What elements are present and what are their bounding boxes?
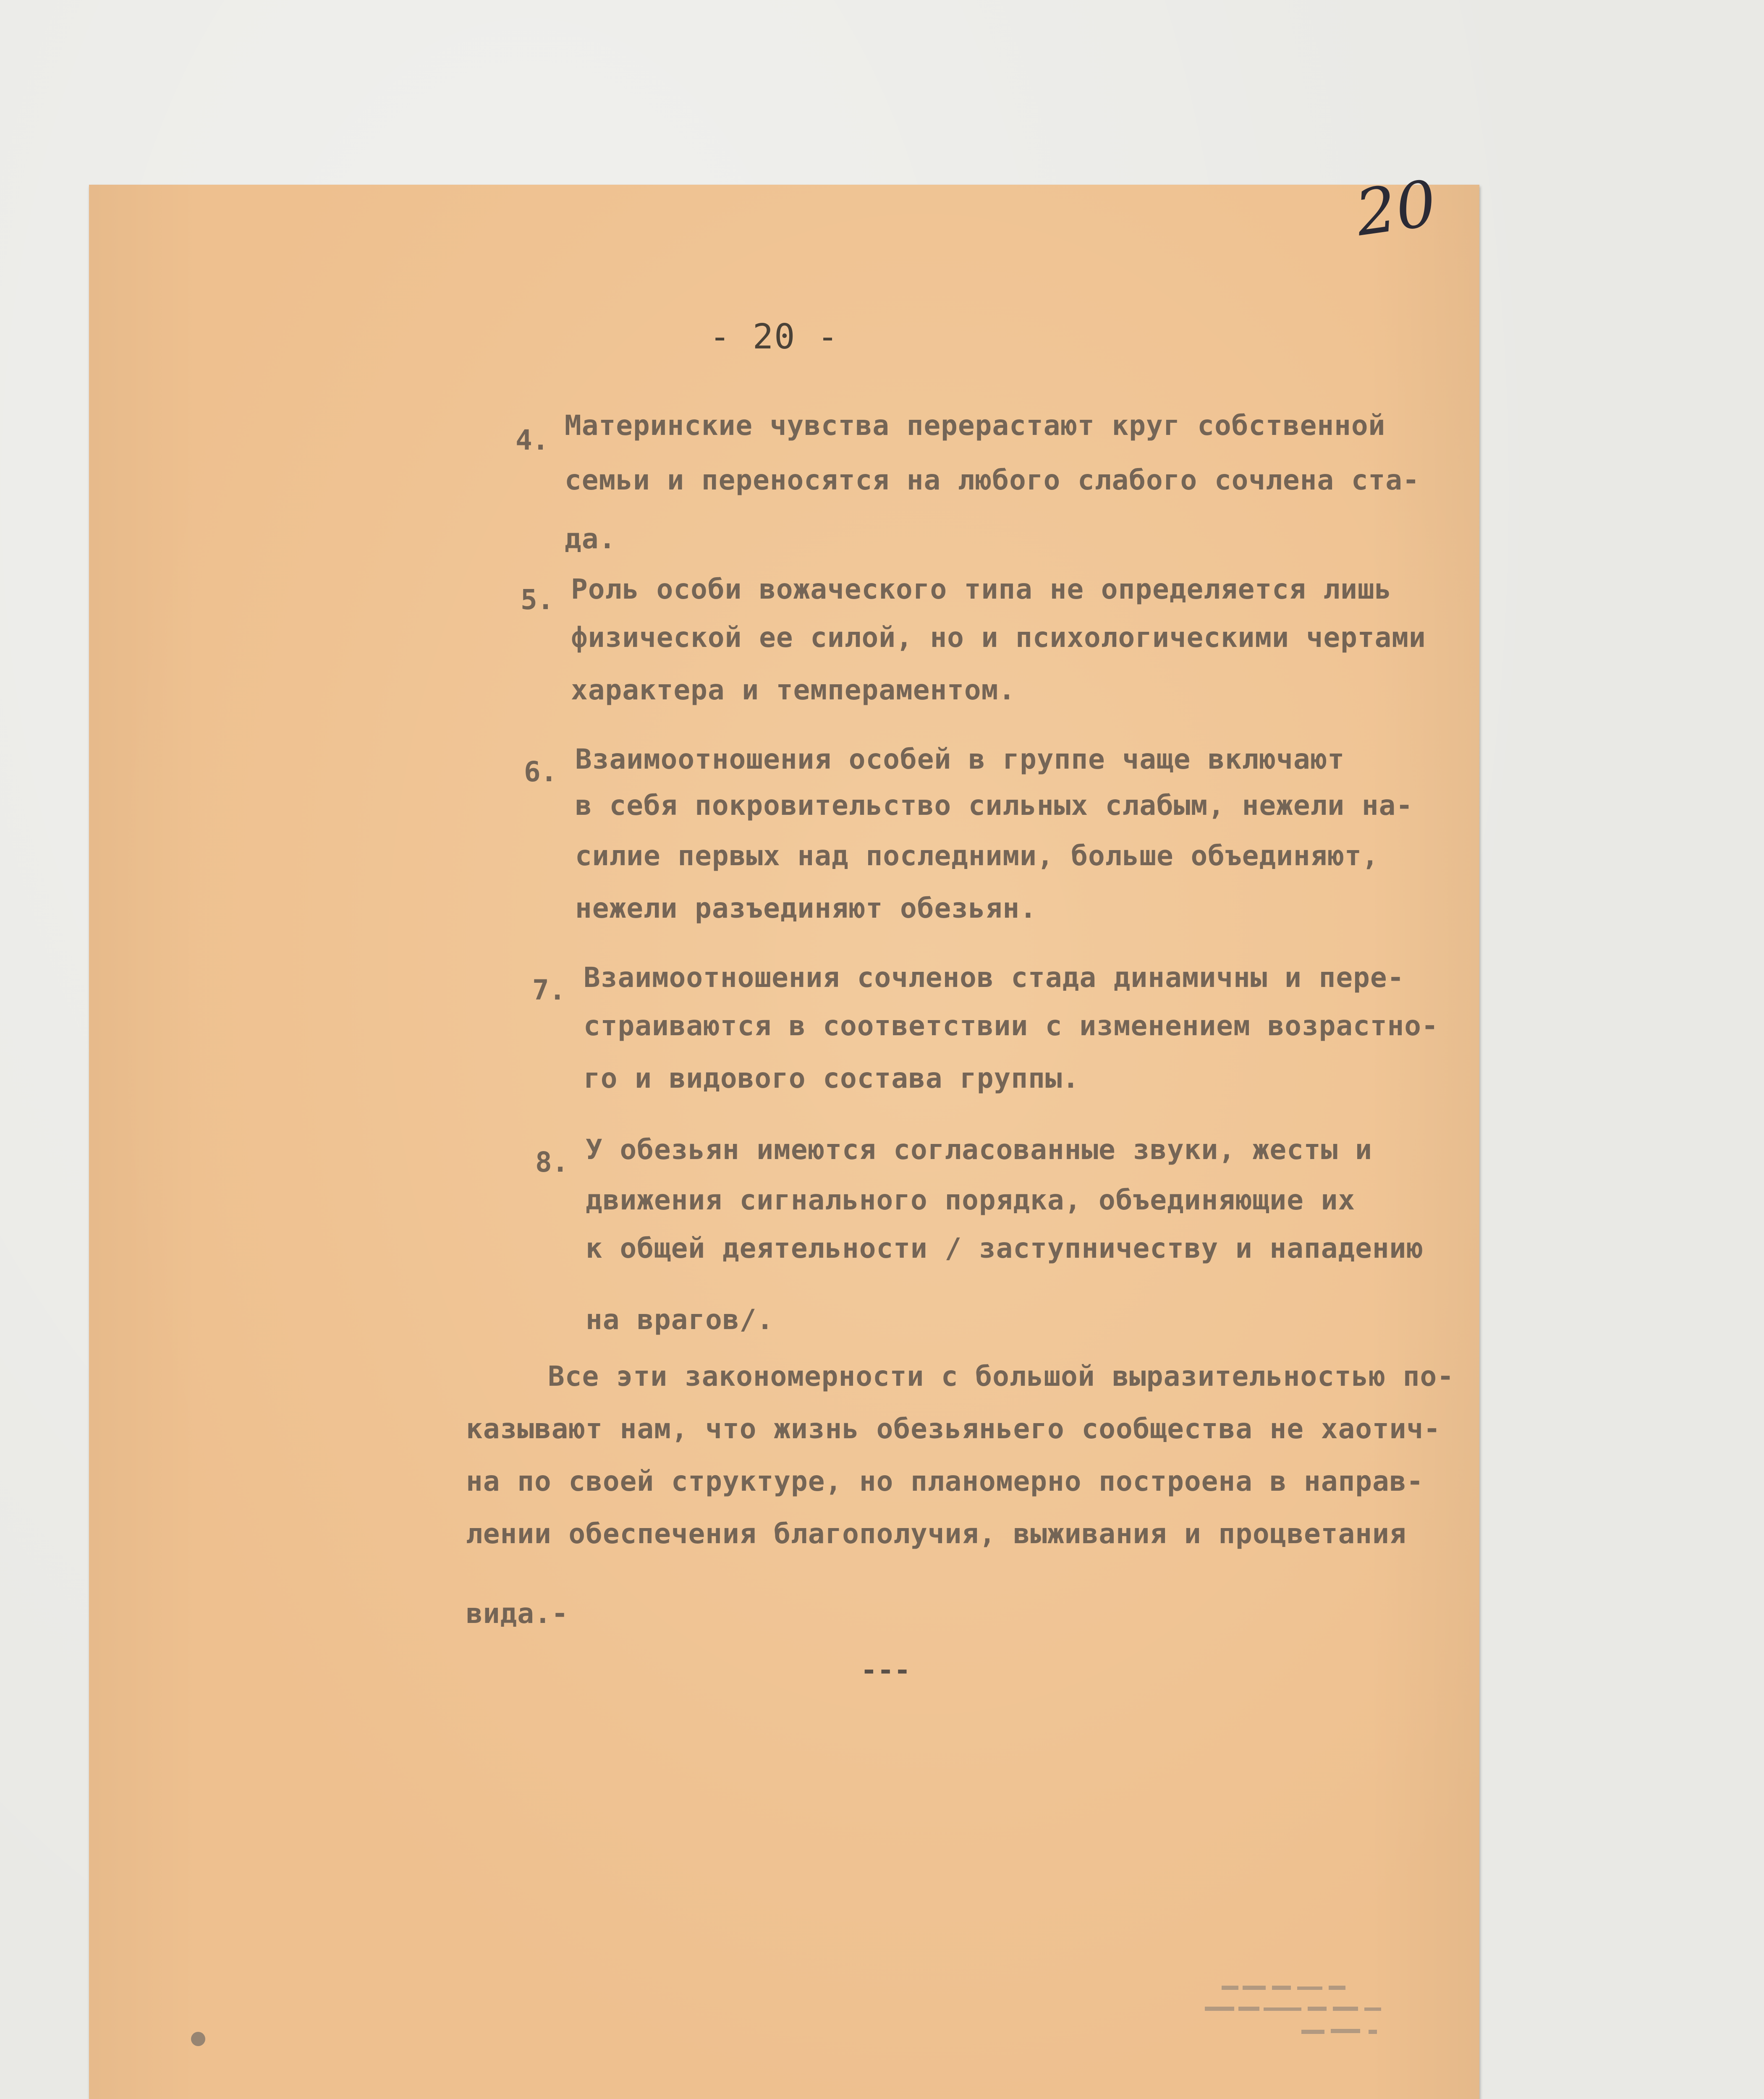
archive-stamp xyxy=(1196,1973,1432,2057)
item-5-line-2: физической ее силой, но и психологическими чертами xyxy=(571,621,1426,654)
punch-hole xyxy=(191,2032,205,2046)
item-number-6: 6. xyxy=(524,756,557,788)
item-8-line-3: к общей деятельности / заступничеству и нападению xyxy=(586,1232,1424,1264)
item-number-8: 8. xyxy=(535,1146,569,1178)
item-number-7: 7. xyxy=(532,974,566,1006)
item-6-line-3: силие первых над последними, больше объединяют, xyxy=(575,840,1379,872)
item-7-line-3: го и видового состава группы. xyxy=(584,1062,1080,1094)
item-8-line-2: движения сигнального порядка, объединяющие их xyxy=(586,1184,1356,1216)
item-8-line-4: на врагов/. xyxy=(586,1303,774,1336)
closing-mark: --- xyxy=(861,1654,911,1686)
page-number: - 20 - xyxy=(709,317,839,357)
conclusion-line-5: вида.- xyxy=(466,1597,569,1630)
handwritten-folio-number: 20 xyxy=(1351,167,1441,251)
item-4-line-2: семьи и переносятся на любого слабого сочлена ста- xyxy=(565,464,1420,496)
item-number-5: 5. xyxy=(521,584,554,616)
item-4-line-1: Материнские чувства перерастают круг собственной xyxy=(565,409,1386,442)
item-6-line-2: в себя покровительство сильных слабым, нежели на- xyxy=(575,789,1413,822)
item-5-line-3: характера и темпераментом. xyxy=(571,674,1016,706)
item-7-line-1: Взаимоотношения сочленов стада динамичны и пере- xyxy=(584,961,1405,994)
item-7-line-2: страиваются в соответствии с изменением возрастно- xyxy=(584,1010,1439,1042)
item-4-line-3: да. xyxy=(565,523,616,555)
item-8-line-1: У обезьян имеются согласованные звуки, жесты и xyxy=(586,1133,1372,1166)
conclusion-line-4: лении обеспечения благополучия, выживания и процветания xyxy=(466,1518,1407,1550)
item-5-line-1: Роль особи вожаческого типа не определяется лишь xyxy=(571,573,1392,605)
archive-stamp-graphic xyxy=(1196,1973,1432,2057)
conclusion-line-1: Все эти закономерности с большой выразительностью по- xyxy=(548,1360,1454,1392)
conclusion-line-3: на по своей структуре, но планомерно построена в направ- xyxy=(466,1465,1424,1497)
item-6-line-1: Взаимоотношения особей в группе чаще включают xyxy=(575,743,1345,775)
item-6-line-4: нежели разъединяют обезьян. xyxy=(575,892,1037,924)
item-number-4: 4. xyxy=(516,424,549,456)
conclusion-line-2: казывают нам, что жизнь обезьяньего сообщества не хаотич- xyxy=(466,1413,1441,1445)
